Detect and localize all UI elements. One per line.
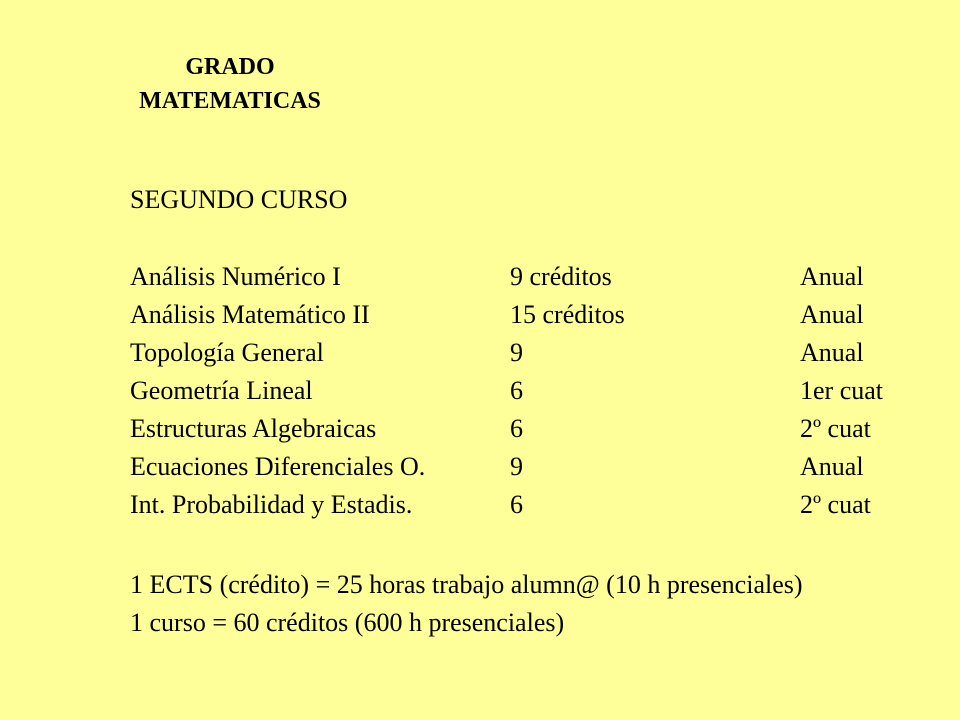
course-credits: 9 créditos [510, 262, 612, 291]
title-line-matematicas: MATEMATICAS [139, 88, 321, 114]
course-credits-note: 1 curso = 60 créditos (600 h presenciales) [130, 608, 565, 637]
course-name: Ecuaciones Diferenciales O. [130, 452, 426, 481]
course-name: Estructuras Algebraicas [130, 414, 377, 443]
course-credits: 9 [510, 452, 523, 481]
course-period: Anual [800, 452, 864, 481]
course-period: Anual [800, 338, 864, 367]
course-period: 2º cuat [800, 414, 871, 443]
course-period: Anual [800, 300, 864, 329]
course-table [130, 258, 960, 524]
course-row [130, 486, 960, 524]
course-credits: 6 [510, 414, 523, 443]
course-credits: 9 [510, 338, 523, 367]
course-credits: 6 [510, 490, 523, 519]
ects-note: 1 ECTS (crédito) = 25 horas trabajo alumn@ (10 h presenciales) [130, 570, 803, 599]
course-period: Anual [800, 262, 864, 291]
course-period: 2º cuat [800, 490, 871, 519]
course-period: 1er cuat [800, 376, 884, 405]
notes [130, 566, 803, 642]
course-row [130, 448, 960, 486]
course-name: Int. Probabilidad y Estadis. [130, 490, 413, 519]
course-credits: 15 créditos [510, 300, 625, 329]
course-row [130, 296, 960, 334]
course-name: Análisis Numérico I [130, 262, 341, 291]
title-line-grado: GRADO [185, 54, 275, 80]
course-row [130, 334, 960, 372]
course-name: Geometría Lineal [130, 376, 313, 405]
course-row [130, 258, 960, 296]
course-name: Topología General [130, 338, 324, 367]
course-row [130, 372, 960, 410]
course-name: Análisis Matemático II [130, 300, 370, 329]
page-title [100, 50, 360, 118]
course-credits: 6 [510, 376, 523, 405]
course-row [130, 410, 960, 448]
section-title: SEGUNDO CURSO [130, 185, 348, 214]
